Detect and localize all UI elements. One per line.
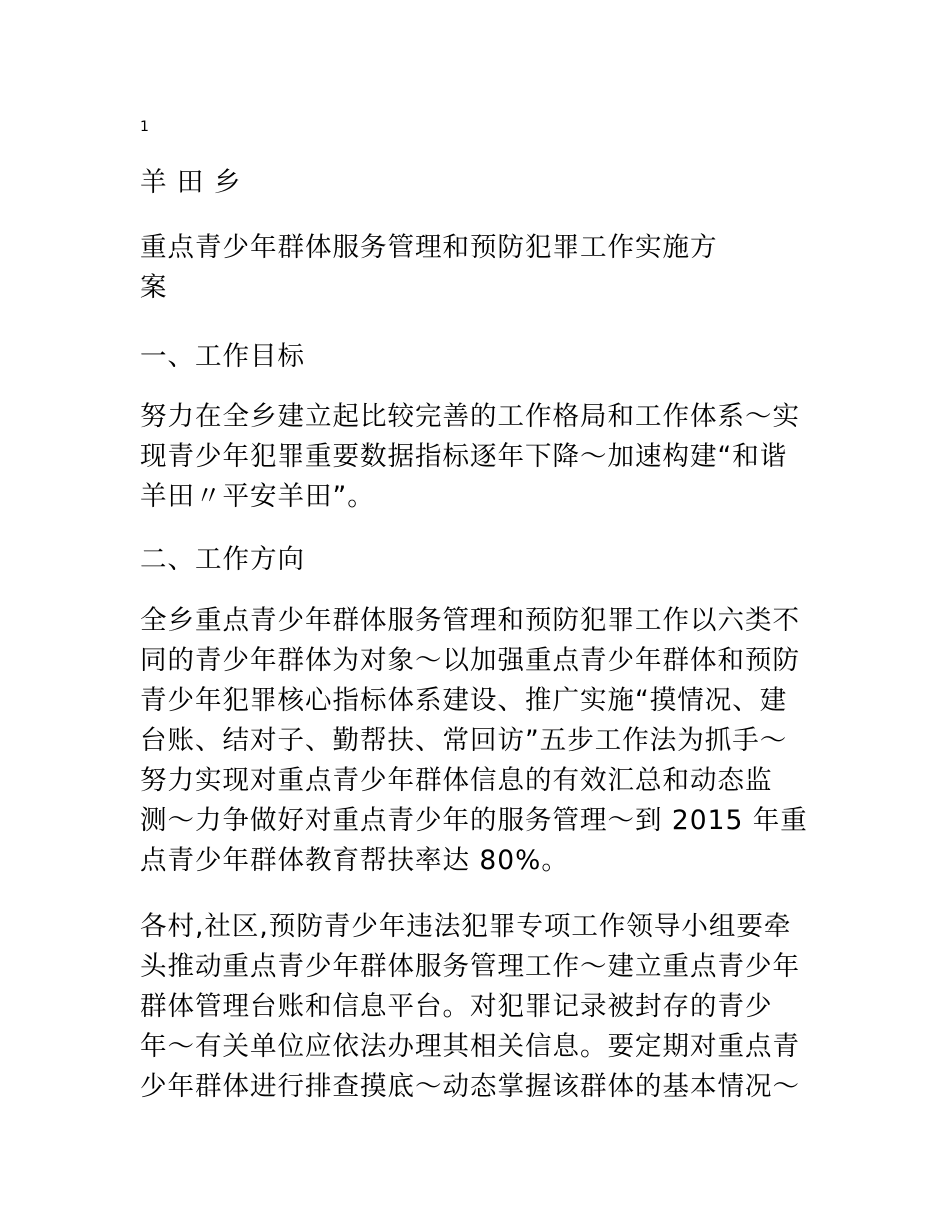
paragraph-line: 青少年犯罪核心指标体系建设、推广实施“摸情况、建 xyxy=(140,685,788,716)
paragraph-line: 群体管理台账和信息平台。对犯罪记录被封存的青少 xyxy=(140,991,773,1022)
paragraph-line: 年～有关单位应依法办理其相关信息。要定期对重点青 xyxy=(140,1031,800,1062)
paragraph-line: 各村,社区,预防青少年违法犯罪专项工作领导小组要牵 xyxy=(140,911,792,942)
paragraph-direction-1 xyxy=(140,601,810,881)
section-heading-direction xyxy=(140,540,810,580)
org-name-text: 羊 田 乡 xyxy=(140,167,242,198)
title-line: 案 xyxy=(140,272,168,303)
section-heading-text: 一、工作目标 xyxy=(140,341,305,372)
title-line: 重点青少年群体服务管理和预防犯罪工作实施方 xyxy=(140,232,718,263)
paragraph-goals xyxy=(140,397,810,517)
paragraph-line: 同的青少年群体为对象～以加强重点青少年群体和预防 xyxy=(140,645,800,676)
paragraph-line: 现青少年犯罪重要数据指标逐年下降～加速构建“和谐 xyxy=(140,441,788,472)
page-number: 1 xyxy=(140,119,149,135)
paragraph-line: 努力在全乡建立起比较完善的工作格局和工作体系～实 xyxy=(140,401,800,432)
paragraph-line: 努力实现对重点青少年群体信息的有效汇总和动态监 xyxy=(140,765,773,796)
paragraph-line: 羊田〃平安羊田”。 xyxy=(140,481,375,512)
paragraph-direction-2 xyxy=(140,907,810,1107)
paragraph-line: 点青少年群体教育帮扶率达 80%。 xyxy=(140,845,569,876)
paragraph-line: 测～力争做好对重点青少年的服务管理～到 2015 年重 xyxy=(140,805,808,836)
org-name xyxy=(140,163,810,203)
document-title xyxy=(140,228,810,308)
paragraph-line: 少年群体进行排查摸底～动态掌握该群体的基本情况～ xyxy=(140,1071,800,1102)
section-heading-text: 二、工作方向 xyxy=(140,544,305,575)
paragraph-line: 头推动重点青少年群体服务管理工作～建立重点青少年 xyxy=(140,951,800,982)
section-heading-goals xyxy=(140,337,810,377)
paragraph-line: 台账、结对子、勤帮扶、常回访”五步工作法为抓手～ xyxy=(140,725,788,756)
paragraph-line: 全乡重点青少年群体服务管理和预防犯罪工作以六类不 xyxy=(140,605,800,636)
